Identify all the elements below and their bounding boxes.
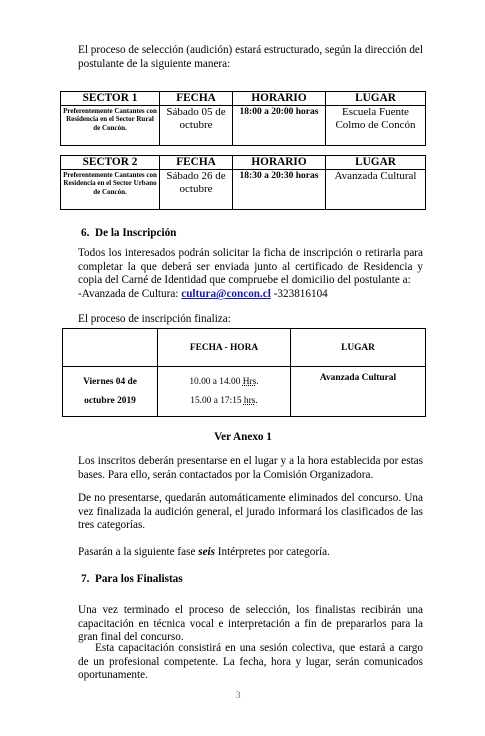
- pasaran-paragraph: [78, 546, 423, 560]
- email-link[interactable]: cultura@concon.cl: [181, 288, 271, 300]
- inscription-ends-text: El proceso de inscripción finaliza:: [78, 313, 231, 325]
- section7-paragraph2: Esta capacitación consistirá en una sesión colectiva, que estará a cargo de un profesional competente. La fecha, hora y lugar, serán comunicados oportunamente.: [78, 642, 423, 682]
- sector2-lugar: Avanzada Cultural: [326, 170, 426, 210]
- inscritos-paragraph: Los inscritos deberán presentarse en el lugar y a la hora establecida por estas bases. Para ello, serán contactados por la Comisión Organizadora.: [78, 455, 423, 481]
- section6-heading: [81, 227, 176, 239]
- sector1-fecha: Sábado 05 de octubre: [160, 106, 233, 146]
- page-number: 3: [236, 690, 241, 700]
- sector1-desc: Preferentemente Cantantes con Residencia en el Sector Rural de Concón.: [61, 106, 160, 146]
- sector2-horario: 18:30 a 20:30 horas: [233, 170, 326, 210]
- ins-times: [158, 367, 291, 417]
- ins-time1-unit: Hrs: [242, 376, 257, 387]
- lugar-header: LUGAR: [326, 156, 426, 170]
- sector1-lugar: Escuela Fuente Colmo de Concón: [326, 106, 426, 146]
- pasaran-bold: seis: [198, 546, 215, 558]
- fecha-header: FECHA: [160, 156, 233, 170]
- intro-paragraph: El proceso de selección (audición) estará estructurado, según la dirección del postulante de la siguiente manera:: [78, 44, 423, 70]
- ins-time2-unit: hrs: [243, 395, 256, 406]
- section6-title: De la Inscripción: [94, 227, 177, 239]
- ins-time2-prefix: 15.00 a 17:15: [190, 395, 242, 406]
- fecha-header: FECHA: [160, 92, 233, 106]
- ins-lugar: Avanzada Cultural: [291, 367, 426, 417]
- no-presentarse-paragraph: De no presentarse, quedarán automáticamente eliminados del concurso. Una vez finalizada la audición general, el jurado informará los clasificados de las tres categorías.: [78, 492, 423, 532]
- pasaran-prefix: Pasarán a la siguiente fase: [78, 546, 196, 558]
- pasaran-suffix: Intérpretes por categoría.: [217, 546, 330, 558]
- contact-prefix: -Avanzada de Cultura:: [78, 288, 179, 300]
- sector1-table: [60, 91, 426, 146]
- horario-header: HORARIO: [233, 92, 326, 106]
- ins-time2-suffix: .: [255, 395, 258, 406]
- section7-number: 7.: [81, 573, 90, 585]
- lugar-header: LUGAR: [326, 92, 426, 106]
- inscription-table: [62, 328, 426, 417]
- sector2-fecha: Sábado 26 de octubre: [160, 170, 233, 210]
- sector2-desc: Preferentemente Cantantes con Residencia en el Sector Urbano de Concón.: [61, 170, 160, 210]
- ins-empty-header: [63, 329, 158, 367]
- contact-phone: -323816104: [273, 288, 328, 300]
- contact-line: [78, 288, 423, 302]
- ins-date: [63, 367, 158, 417]
- sector1-header: SECTOR 1: [61, 92, 160, 106]
- section6-number: 6.: [81, 227, 90, 239]
- section7-paragraph1: Una vez terminado el proceso de selección, los finalistas recibirán una capacitación en técnica vocal e interpretación a fin de prepararlos para la gran final del concurso.: [78, 604, 423, 644]
- ins-time1-prefix: 10.00 a 14.00: [189, 376, 241, 387]
- section6-paragraph: Todos los interesados podrán solicitar la ficha de inscripción o retirarla para completar la que deberá ser enviada junto al certificado de Residencia y copia del Carné de Identidad que compruebe el domicilio del postulante a:: [78, 247, 423, 287]
- ins-lugar-header: LUGAR: [291, 329, 426, 367]
- horario-header: HORARIO: [233, 156, 326, 170]
- ins-date-line1: Viernes 04 de: [83, 376, 137, 387]
- section7-title: Para los Finalistas: [94, 573, 183, 585]
- annex-heading: Ver Anexo 1: [214, 431, 272, 443]
- sector2-table: [60, 155, 426, 210]
- ins-time1-suffix: .: [256, 376, 259, 387]
- sector1-horario: 18:00 a 20:00 horas: [233, 106, 326, 146]
- fecha-hora-header: FECHA - HORA: [158, 329, 291, 367]
- ins-date-line2: octubre 2019: [84, 395, 136, 406]
- section7-heading: [81, 573, 183, 585]
- sector2-header: SECTOR 2: [61, 156, 160, 170]
